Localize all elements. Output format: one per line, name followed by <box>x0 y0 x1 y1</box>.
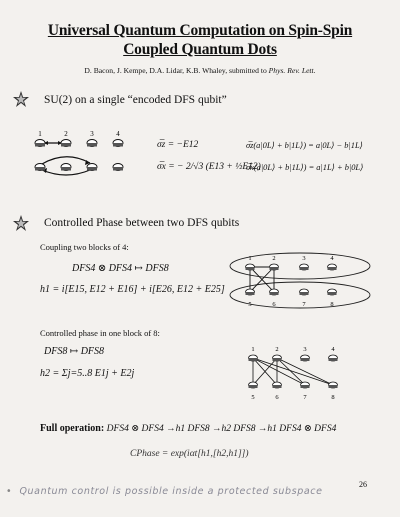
top-dot-label-2: 2 <box>272 255 276 262</box>
dot-label-2: 2 <box>64 130 68 138</box>
top-dot-label-2: 2 <box>275 346 279 353</box>
section2-heading: Controlled Phase between two DFS qubits <box>44 217 240 229</box>
h2-definition: h2 = Σj=5..8 E1j + E2j <box>40 368 135 379</box>
diagram-row-1 <box>35 140 123 147</box>
page-number: 26 <box>359 480 367 489</box>
title-line-2: Coupled Quantum Dots <box>123 41 277 58</box>
section1-heading <box>44 94 227 106</box>
bottom-dot-label-7: 7 <box>302 301 306 308</box>
title-line-1: Universal Quantum Computation on Spin-Spin <box>47 22 353 39</box>
handwritten-note <box>6 486 323 497</box>
h1-definition: h1 = i[E15, E12 + E16] + i[E26, E12 + E25] <box>40 284 225 295</box>
sigma-x-definition: σ̅x = − 2/√3 (E13 + ½E12) <box>157 162 261 172</box>
bottom-dot-label-7: 7 <box>303 394 307 401</box>
bottom-dot-label-5: 5 <box>248 301 252 308</box>
author-line <box>0 66 400 75</box>
full-operation-sequence: DFS4 ⊗ DFS4 →h1 DFS8 →h2 DFS8 →h1 DFS4 ⊗ DFS4 <box>106 424 337 434</box>
dot-label-1: 1 <box>38 130 42 138</box>
journal-name: Phys. Rev. Lett. <box>268 66 316 75</box>
top-dot-label-3: 3 <box>302 255 306 262</box>
bottom-dot-label-8: 8 <box>330 301 334 308</box>
handwritten-bullet: • <box>6 486 20 497</box>
dfs-map-2: DFS8 ↦ DFS8 <box>44 346 105 357</box>
section1-heading-text: SU(2) on a single “encoded DFS qubit” <box>44 94 227 106</box>
sigma-x-action: σ̅x(a|0L⟩ + b|1L⟩) = a|1L⟩ + b|0L⟩ <box>246 163 364 172</box>
handwritten-note-text: Quantum control is possible inside a protected subspace <box>19 486 323 497</box>
dfs-map-1: DFS4 ⊗ DFS4 ↦ DFS8 <box>72 263 169 274</box>
top-dot-label-4: 4 <box>331 346 335 353</box>
star-bullet-icon <box>12 214 30 232</box>
four-dot-diagram <box>30 130 140 180</box>
diagram-row-2 <box>35 157 123 175</box>
dot-label-4: 4 <box>116 130 120 138</box>
authors-text: D. Bacon, J. Kempe, D.A. Lidar, K.B. Whaley, submitted to <box>84 66 267 75</box>
eight-dot-coupling-diagram <box>228 248 373 320</box>
bottom-dot-label-8: 8 <box>331 394 335 401</box>
top-dot-label-3: 3 <box>303 346 307 353</box>
bottom-dot-label-5: 5 <box>251 394 255 401</box>
sigma-z-definition: σ̅z = −E12 <box>157 140 199 150</box>
controlled-phase-label: Controlled phase in one block of 8: <box>40 328 160 338</box>
dot-label-3: 3 <box>90 130 94 138</box>
cphase-definition: CPhase = exp(iαt[h1,[h2,h1]]) <box>130 449 249 459</box>
top-dot-label-4: 4 <box>330 255 334 262</box>
bottom-dot-label-6: 6 <box>272 301 276 308</box>
full-operation-line <box>40 423 336 434</box>
top-dot-label-1: 1 <box>248 255 252 262</box>
star-bullet-icon <box>12 90 30 108</box>
top-dot-label-1: 1 <box>251 346 255 353</box>
coupling-label: Coupling two blocks of 4: <box>40 242 129 252</box>
full-operation-label: Full operation: <box>40 423 105 434</box>
eight-dot-controlled-phase-diagram <box>245 345 365 405</box>
bottom-dot-label-6: 6 <box>275 394 279 401</box>
sigma-z-action: σ̅z(a|0L⟩ + b|1L⟩) = a|0L⟩ − b|1L⟩ <box>246 141 363 150</box>
